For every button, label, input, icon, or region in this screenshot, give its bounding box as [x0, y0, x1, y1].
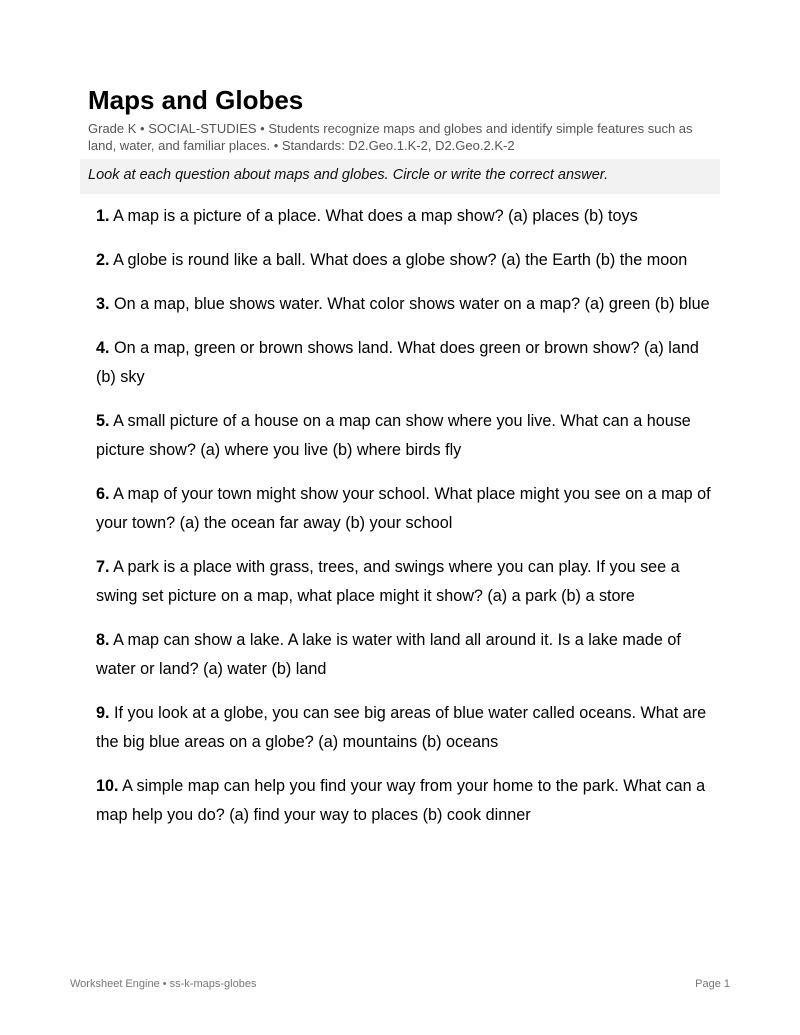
question-item — [96, 334, 720, 392]
question-text: If you look at a globe, you can see big areas of blue water called oceans. What are the big blue areas on a globe? (a) mountains (b) oceans — [96, 704, 707, 751]
question-number: 10. — [96, 777, 119, 795]
question-number: 7. — [96, 558, 110, 576]
page-title: Maps and Globes — [88, 85, 304, 115]
question-item — [96, 772, 720, 830]
question-text: A globe is round like a ball. What does a globe show? (a) the Earth (b) the moon — [113, 251, 688, 269]
question-item — [96, 407, 720, 465]
question-text: A map of your town might show your school. What place might you see on a map of your town? (a) the ocean far away (b) your school — [96, 485, 711, 532]
question-text: On a map, blue shows water. What color shows water on a map? (a) green (b) blue — [114, 295, 710, 313]
page-number: Page 1 — [695, 978, 730, 990]
question-item — [96, 246, 720, 275]
question-number: 6. — [96, 485, 110, 503]
question-item — [96, 626, 720, 684]
question-list — [96, 202, 720, 845]
question-item — [96, 480, 720, 538]
question-number: 5. — [96, 412, 110, 430]
question-number: 8. — [96, 631, 110, 649]
footer-source: Worksheet Engine • ss-k-maps-globes — [70, 978, 257, 990]
question-text: A map can show a lake. A lake is water with land all around it. Is a lake made of water or land? (a) water (b) land — [96, 631, 681, 678]
question-text: A map is a picture of a place. What does a map show? (a) places (b) toys — [113, 207, 638, 225]
question-item — [96, 290, 720, 319]
instructions-box: Look at each question about maps and globes. Circle or write the correct answer. — [80, 159, 720, 194]
question-text: A park is a place with grass, trees, and swings where you can play. If you see a swing set picture on a map, what place might it show? (a) a park (b) a store — [96, 558, 680, 605]
question-item — [96, 553, 720, 611]
question-number: 2. — [96, 251, 110, 269]
question-item — [96, 699, 720, 757]
question-item — [96, 202, 720, 231]
question-text: On a map, green or brown shows land. What does green or brown show? (a) land (b) sky — [96, 339, 699, 386]
question-number: 9. — [96, 704, 110, 722]
worksheet-subtitle: Grade K • SOCIAL-STUDIES • Students recognize maps and globes and identify simple features such as land, water, and familiar places. • Standards: D2.Geo.1.K-2, D2.Geo.2.K-2 — [88, 121, 693, 153]
question-text: A small picture of a house on a map can show where you live. What can a house picture show? (a) where you live (b) where birds fly — [96, 412, 691, 459]
question-number: 4. — [96, 339, 110, 357]
question-number: 1. — [96, 207, 110, 225]
worksheet-header — [88, 84, 718, 154]
question-number: 3. — [96, 295, 110, 313]
question-text: A simple map can help you find your way from your home to the park. What can a map help you do? (a) find your way to places (b) cook dinner — [96, 777, 706, 824]
